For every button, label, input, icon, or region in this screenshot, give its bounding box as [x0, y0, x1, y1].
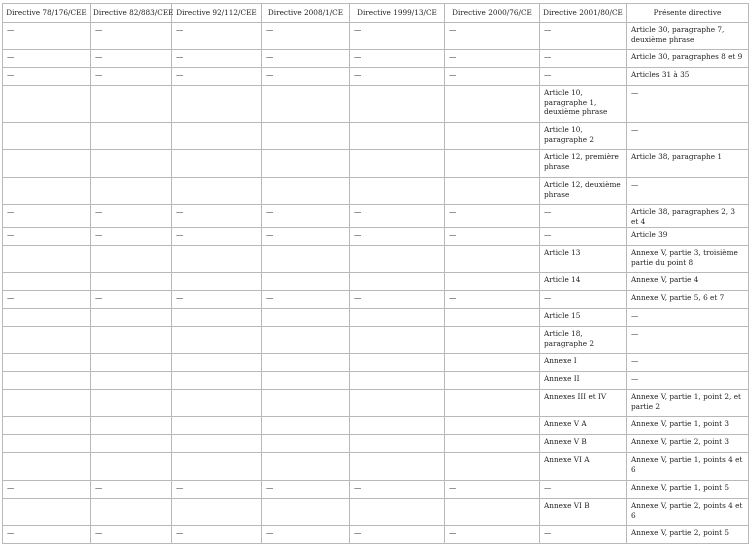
- table-cell: —: [540, 291, 627, 309]
- table-cell: [445, 354, 540, 372]
- table-cell: [445, 273, 540, 291]
- table-cell: —: [262, 291, 350, 309]
- table-cell: [3, 273, 91, 291]
- table-cell: [3, 309, 91, 327]
- table-cell: [172, 499, 262, 526]
- table-body: [3, 23, 749, 544]
- table-cell: [262, 435, 350, 453]
- table-cell: [350, 390, 445, 417]
- table-cell: —: [172, 50, 262, 68]
- table-cell: [350, 309, 445, 327]
- table-cell: [445, 435, 540, 453]
- table-cell: [262, 354, 350, 372]
- table-cell: —: [445, 50, 540, 68]
- table-row: [3, 123, 749, 150]
- table-cell: —: [350, 228, 445, 246]
- table-cell: —: [350, 526, 445, 544]
- table-cell: [172, 123, 262, 150]
- table-cell: [3, 246, 91, 273]
- table-cell: [350, 123, 445, 150]
- column-header: Directive 92/112/CEE: [172, 4, 262, 23]
- table-cell: [91, 86, 172, 123]
- table-cell: [3, 150, 91, 178]
- table-cell: Article 13: [540, 246, 627, 273]
- column-header: Présente directive: [627, 4, 749, 23]
- table-cell: [262, 178, 350, 205]
- table-cell: [350, 150, 445, 178]
- table-cell: —: [540, 481, 627, 499]
- table-cell: [262, 273, 350, 291]
- table-cell: [350, 453, 445, 481]
- table-cell: [3, 435, 91, 453]
- table-cell: [262, 327, 350, 354]
- table-row: [3, 499, 749, 526]
- table-cell: [445, 86, 540, 123]
- table-cell: —: [91, 68, 172, 86]
- table-cell: [350, 435, 445, 453]
- table-row: [3, 68, 749, 86]
- column-header: Directive 2008/1/CE: [262, 4, 350, 23]
- table-cell: [3, 453, 91, 481]
- table-cell: —: [540, 526, 627, 544]
- table-cell: [262, 246, 350, 273]
- table-cell: —: [172, 23, 262, 50]
- table-cell: [445, 150, 540, 178]
- table-row: [3, 150, 749, 178]
- header-row: [3, 4, 749, 23]
- table-cell: [262, 123, 350, 150]
- table-cell: [172, 372, 262, 390]
- table-cell: —: [262, 481, 350, 499]
- table-cell: [445, 246, 540, 273]
- table-cell: [172, 354, 262, 372]
- table-row: [3, 435, 749, 453]
- table-cell: [172, 178, 262, 205]
- table-cell: —: [627, 327, 749, 354]
- table-cell: [91, 246, 172, 273]
- table-cell: —: [172, 205, 262, 228]
- table-cell: Annexe V, partie 2, points 4 et 6: [627, 499, 749, 526]
- table-cell: —: [350, 481, 445, 499]
- table-cell: [91, 499, 172, 526]
- table-cell: [445, 499, 540, 526]
- table-row: [3, 327, 749, 354]
- table-cell: —: [350, 291, 445, 309]
- table-cell: Annexe V, partie 5, 6 et 7: [627, 291, 749, 309]
- table-cell: —: [350, 23, 445, 50]
- table-cell: Annexe I: [540, 354, 627, 372]
- table-cell: [350, 273, 445, 291]
- column-header: Directive 78/176/CEE: [3, 4, 91, 23]
- table-cell: —: [262, 68, 350, 86]
- table-cell: Annexe V B: [540, 435, 627, 453]
- table-cell: —: [445, 23, 540, 50]
- table-cell: [3, 390, 91, 417]
- table-cell: Annexe VI B: [540, 499, 627, 526]
- table-cell: [91, 273, 172, 291]
- table-cell: —: [445, 68, 540, 86]
- table-cell: [172, 309, 262, 327]
- table-row: [3, 354, 749, 372]
- table-cell: Annexe V, partie 1, point 3: [627, 417, 749, 435]
- table-cell: —: [3, 291, 91, 309]
- table-cell: —: [172, 526, 262, 544]
- table-row: [3, 309, 749, 327]
- table-row: [3, 372, 749, 390]
- table-cell: [445, 327, 540, 354]
- table-cell: —: [445, 526, 540, 544]
- table-cell: —: [3, 68, 91, 86]
- table-cell: —: [540, 68, 627, 86]
- table-cell: [445, 372, 540, 390]
- table-cell: Annexe II: [540, 372, 627, 390]
- table-cell: —: [350, 50, 445, 68]
- table-cell: [172, 417, 262, 435]
- table-cell: Article 14: [540, 273, 627, 291]
- table-row: [3, 50, 749, 68]
- table-cell: —: [627, 178, 749, 205]
- table-cell: Article 12, deuxième phrase: [540, 178, 627, 205]
- table-cell: [350, 246, 445, 273]
- table-cell: [445, 123, 540, 150]
- table-row: [3, 178, 749, 205]
- table-cell: Annexe V, partie 2, point 3: [627, 435, 749, 453]
- table-row: [3, 481, 749, 499]
- table-cell: Article 10, paragraphe 2: [540, 123, 627, 150]
- table-header: [3, 4, 749, 23]
- table-cell: [262, 390, 350, 417]
- table-cell: Annexe V, partie 4: [627, 273, 749, 291]
- table-cell: —: [627, 123, 749, 150]
- table-cell: Article 15: [540, 309, 627, 327]
- table-cell: [350, 327, 445, 354]
- table-row: [3, 417, 749, 435]
- table-cell: Articles 31 à 35: [627, 68, 749, 86]
- table-cell: —: [445, 291, 540, 309]
- table-cell: [91, 372, 172, 390]
- table-cell: —: [262, 50, 350, 68]
- table-cell: [3, 417, 91, 435]
- table-row: [3, 228, 749, 246]
- table-cell: [445, 178, 540, 205]
- table-cell: —: [3, 205, 91, 228]
- table-cell: [445, 417, 540, 435]
- table-cell: [262, 309, 350, 327]
- table-cell: —: [91, 23, 172, 50]
- table-cell: [262, 86, 350, 123]
- table-cell: [3, 123, 91, 150]
- table-cell: [3, 499, 91, 526]
- table-cell: Annexe V, partie 1, point 5: [627, 481, 749, 499]
- table-cell: [350, 178, 445, 205]
- table-cell: [172, 150, 262, 178]
- table-cell: [91, 178, 172, 205]
- table-cell: [91, 453, 172, 481]
- table-row: [3, 86, 749, 123]
- table-cell: Article 30, paragraphes 8 et 9: [627, 50, 749, 68]
- table-cell: —: [91, 291, 172, 309]
- table-cell: [91, 150, 172, 178]
- table-cell: [3, 327, 91, 354]
- table-cell: —: [172, 228, 262, 246]
- column-header: Directive 2000/76/CE: [445, 4, 540, 23]
- table-cell: [350, 86, 445, 123]
- table-cell: —: [627, 354, 749, 372]
- table-cell: —: [172, 481, 262, 499]
- table-cell: Annexe VI A: [540, 453, 627, 481]
- table-cell: [172, 390, 262, 417]
- table-cell: —: [540, 228, 627, 246]
- table-cell: —: [445, 481, 540, 499]
- table-cell: [262, 372, 350, 390]
- table-cell: —: [262, 228, 350, 246]
- table-row: [3, 390, 749, 417]
- table-row: [3, 23, 749, 50]
- table-cell: —: [172, 68, 262, 86]
- table-cell: Article 38, paragraphe 1: [627, 150, 749, 178]
- table-cell: —: [3, 228, 91, 246]
- table-cell: [172, 273, 262, 291]
- table-cell: Annexe V, partie 3, troisième partie du point 8: [627, 246, 749, 273]
- table-cell: [445, 309, 540, 327]
- table-cell: Article 12, première phrase: [540, 150, 627, 178]
- table-cell: Article 18, paragraphe 2: [540, 327, 627, 354]
- table-cell: [172, 246, 262, 273]
- table-cell: [262, 499, 350, 526]
- correlation-table: [2, 3, 749, 544]
- correlation-table-wrapper: [2, 3, 749, 544]
- table-cell: —: [627, 86, 749, 123]
- table-cell: Article 30, paragraphe 7, deuxième phrase: [627, 23, 749, 50]
- column-header: Directive 2001/80/CE: [540, 4, 627, 23]
- table-cell: [262, 150, 350, 178]
- table-cell: [172, 327, 262, 354]
- table-cell: [172, 435, 262, 453]
- table-cell: —: [3, 481, 91, 499]
- table-cell: [91, 417, 172, 435]
- table-cell: Annexe V A: [540, 417, 627, 435]
- table-row: [3, 453, 749, 481]
- table-cell: —: [350, 68, 445, 86]
- table-row: [3, 205, 749, 228]
- table-cell: [350, 417, 445, 435]
- table-cell: [91, 123, 172, 150]
- table-cell: [3, 86, 91, 123]
- table-cell: —: [3, 23, 91, 50]
- table-cell: —: [445, 205, 540, 228]
- column-header: Directive 82/883/CEE: [91, 4, 172, 23]
- table-cell: [350, 354, 445, 372]
- table-cell: —: [91, 50, 172, 68]
- table-cell: [262, 453, 350, 481]
- table-cell: —: [91, 481, 172, 499]
- table-cell: —: [91, 526, 172, 544]
- table-cell: Annexe V, partie 1, point 2, et partie 2: [627, 390, 749, 417]
- table-cell: [445, 453, 540, 481]
- table-cell: —: [172, 291, 262, 309]
- table-cell: Article 39: [627, 228, 749, 246]
- table-cell: [3, 372, 91, 390]
- table-cell: —: [3, 50, 91, 68]
- table-cell: —: [91, 205, 172, 228]
- table-cell: —: [627, 372, 749, 390]
- table-cell: [350, 372, 445, 390]
- table-cell: —: [91, 228, 172, 246]
- table-cell: Annexe V, partie 1, points 4 et 6: [627, 453, 749, 481]
- table-cell: —: [262, 526, 350, 544]
- table-cell: [91, 354, 172, 372]
- table-row: [3, 273, 749, 291]
- table-cell: —: [262, 23, 350, 50]
- table-row: [3, 291, 749, 309]
- table-cell: [91, 435, 172, 453]
- table-cell: —: [540, 50, 627, 68]
- table-cell: —: [262, 205, 350, 228]
- table-cell: [91, 327, 172, 354]
- table-cell: [3, 178, 91, 205]
- table-cell: [172, 453, 262, 481]
- table-cell: Annexe V, partie 2, point 5: [627, 526, 749, 544]
- table-cell: [445, 390, 540, 417]
- table-cell: [91, 309, 172, 327]
- table-cell: —: [3, 526, 91, 544]
- column-header: Directive 1999/13/CE: [350, 4, 445, 23]
- table-cell: Annexes III et IV: [540, 390, 627, 417]
- table-cell: [91, 390, 172, 417]
- table-cell: [350, 499, 445, 526]
- table-cell: —: [445, 228, 540, 246]
- table-cell: —: [540, 205, 627, 228]
- table-cell: [172, 86, 262, 123]
- table-cell: Article 38, paragraphes 2, 3 et 4: [627, 205, 749, 228]
- table-cell: —: [540, 23, 627, 50]
- table-cell: [262, 417, 350, 435]
- table-row: [3, 246, 749, 273]
- table-cell: Article 10, paragraphe 1, deuxième phrase: [540, 86, 627, 123]
- table-cell: —: [627, 309, 749, 327]
- table-cell: [3, 354, 91, 372]
- table-row: [3, 526, 749, 544]
- table-cell: —: [350, 205, 445, 228]
